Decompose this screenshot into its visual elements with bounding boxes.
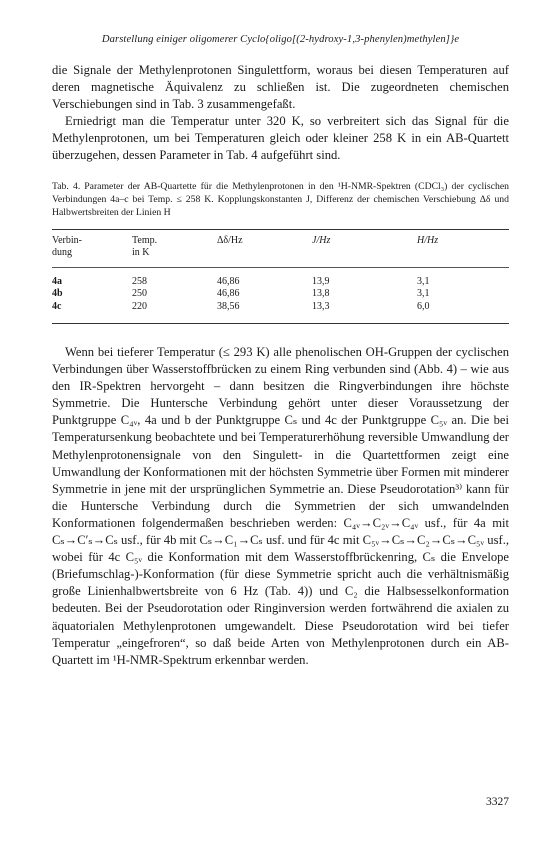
cell-compound: 4a [52,275,62,287]
table-caption [52,180,509,220]
page-number: 3327 [486,796,509,808]
table-row [52,267,509,288]
paragraph-3: Wenn bei tieferer Temperatur (≤ 293 K) alle phenolischen OH-Gruppen der cyclischen Verbindungen über Wasserstoffbrücken zu einem Ring verbunden sind (Abb. 4) – wie aus den IR-Spektren hervorgeht – dann besitzen die Ringverbindungen ihre höchste Symmetrie. Die Huntersche Verbindung gehört unter dieser Voraussetzung der Punktgruppe C₄ᵥ, 4a und b der Punktgruppe Cₛ und 4c der Punktgruppe C₅ᵥ an. Die bei Temperatursenkung beobachtete und bei Temperaturerhöhung reversible Umwandlung der Methylenprotonensignale von den Singulett- in die Quartettformen zeigt eine Umwandlung der Konformationen mit der höchsten Symmetrie über Formen mit minderer Symmetrie in jene mit der ursprünglichen Symmetrie an. Diese Pseudorotation³⁾ kann für die Huntersche Verbindung durch die Symmetrien der sich umwandelnden Konformationen folgendermaßen beschrieben werden: C₄ᵥ→C₂ᵥ→C₄ᵥ usf., für 4a mit Cₛ→C′ₛ→Cₛ usf., für 4b mit Cₛ→C₁→Cₛ usf. und für 4c mit C₅ᵥ→Cₛ→C₂→Cₛ→C₅ᵥ usf., wobei für 4c C₅ᵥ die Konformation mit dem Wasserstoffbrückenring, Cₛ die Envelope (Briefumschlag-)-Konformation (für diese Symmetrie spricht auch die verhältnismäßig große Linienhalbwertsbreite von 6 Hz (Tab. 4)) und C₂ die Halbsesselkonformation bedeuten. Bei der Pseudorotation oder Ringinversion werden fortwährend die axialen zu äquatorialen Methylenprotonen umgewandelt. Diese Pseudorotation wird bei tiefer Temperatur „eingefroren“, so daß beide Arten von Methylenprotonen durch ein AB-Quartett im ¹H-NMR-Spektrum erkennbar werden. [52,345,509,667]
cell-delta: 46,86 [217,288,240,300]
col-header-h: H/Hz [417,229,509,267]
table-caption-text: Parameter der AB-Quartette für die Methylenprotonen in den ¹H-NMR-Spektren (CDCl₃) der cyclischen Verbindungen 4a–c bei Temp. ≤ 258 K. Kopplungskonstanten J, Differenz der chemischen Verschiebung Δδ und Halbwertsbreiten der Linien H [52,180,509,219]
cell-h: 3,1 [417,288,430,300]
page-body [52,34,509,669]
col-header-compound: Verbin- dung [52,229,132,267]
cell-delta: 38,56 [217,301,312,324]
cell-delta: 46,86 [217,275,240,287]
table-row [52,301,509,324]
cell-temp: 220 [132,301,217,324]
cell-temp: 250 [132,288,147,300]
cell-h: 6,0 [417,301,509,324]
nmr-table [52,229,509,324]
cell-j: 13,3 [312,301,417,324]
table-row [52,288,509,300]
paragraph-1: die Signale der Methylenprotonen Singulettform, woraus bei diesen Temperaturen auf deren magnetische Äquivalenz zu schließen ist. Die zugeordneten chemischen Verschiebungen sind in Tab. 3 zusammengefaßt. [52,63,509,112]
col-header-j: J/Hz [312,229,417,267]
running-head: Darstellung einiger oligomerer Cyclo{oligo[(2-hydroxy-1,3-phenylen)methylen]}e [101,34,460,45]
cell-j: 13,8 [312,288,330,300]
paragraph-2: Erniedrigt man die Temperatur unter 320 K, so verbreitert sich das Signal für die Methylenprotonen, um bei Temperaturen gleich oder kleiner 258 K in ein AB-Quartett überzugehen, dessen Parameter in Tab. 4 aufgeführt sind. [52,114,509,163]
col-header-temp: Temp. in K [132,229,217,267]
cell-j: 13,9 [312,275,330,287]
cell-temp: 258 [132,275,147,287]
cell-compound: 4b [52,288,63,300]
cell-compound: 4c [52,301,132,324]
cell-h: 3,1 [417,275,430,287]
table-header-row [52,229,509,267]
col-header-delta: Δδ/Hz [217,229,312,267]
table-label: Tab. 4. [52,180,81,192]
